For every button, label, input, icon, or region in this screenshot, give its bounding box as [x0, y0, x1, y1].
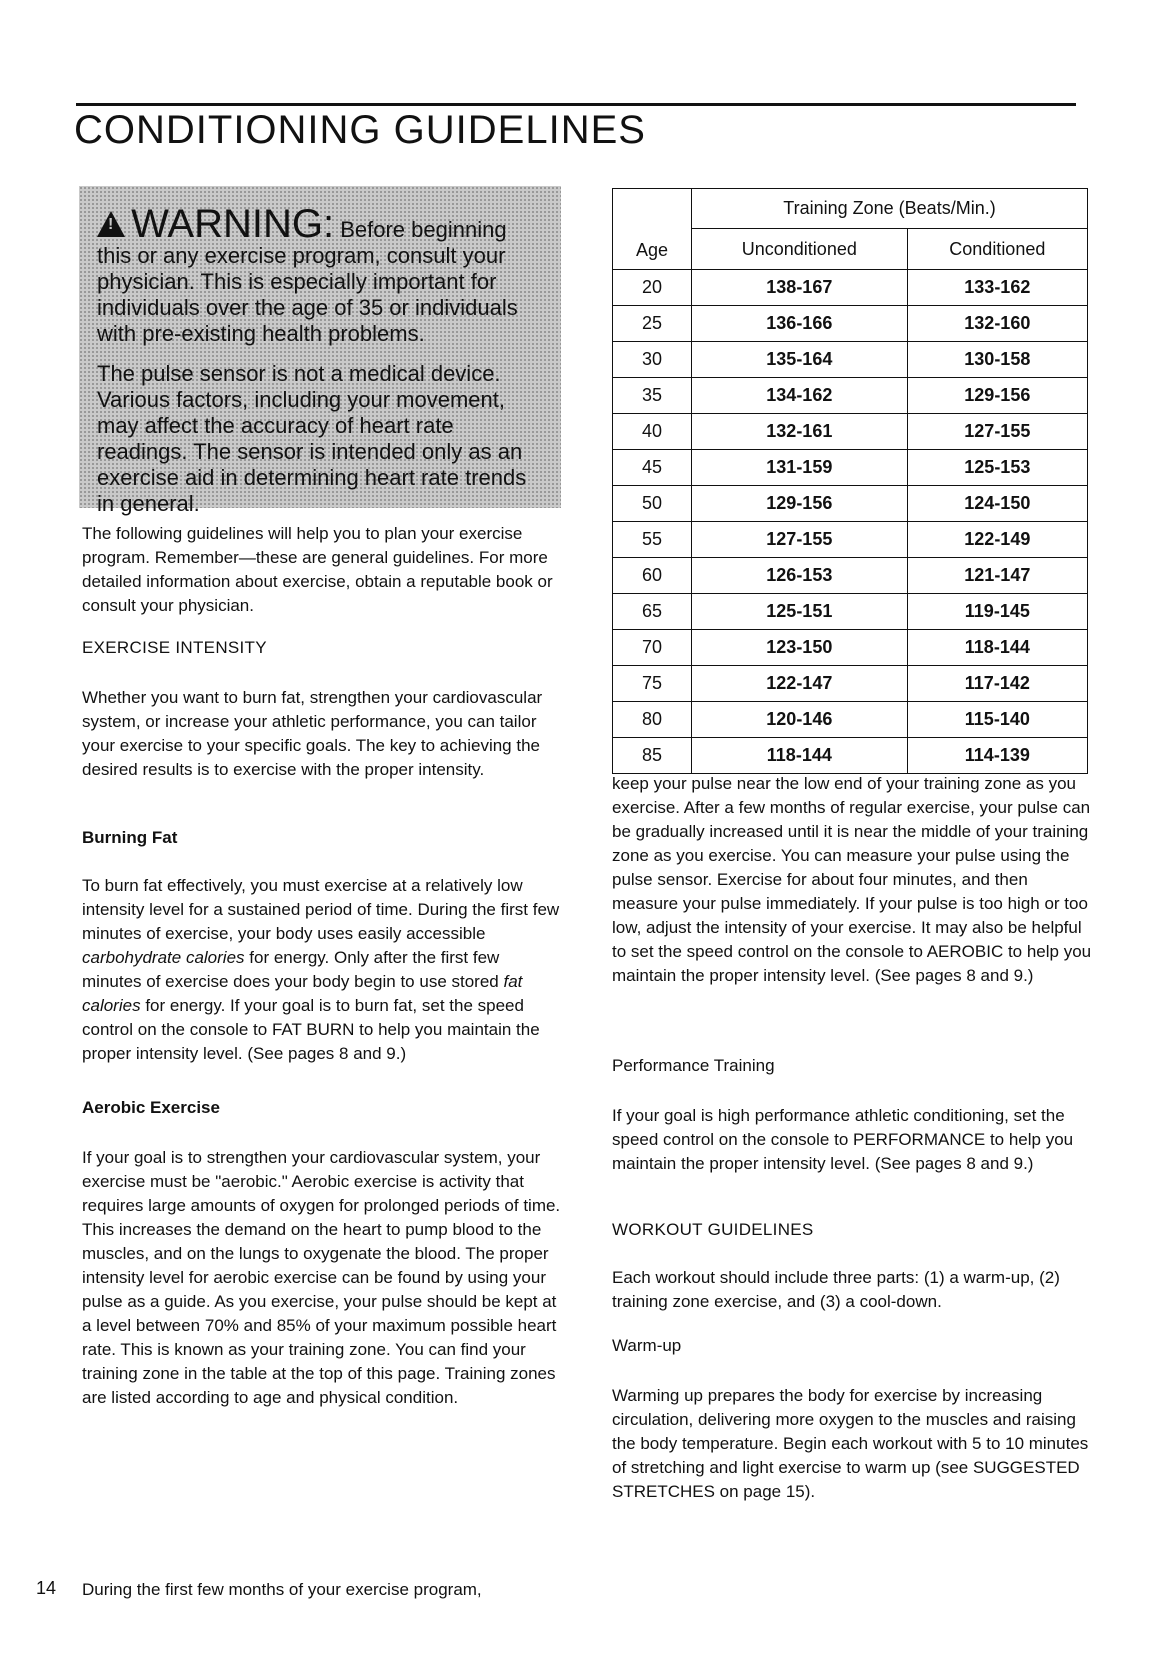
- warning-paragraph-1: [97, 202, 543, 347]
- cell-age: 55: [613, 522, 692, 558]
- cell-unconditioned: 123-150: [692, 630, 908, 666]
- burning-fat-paragraph: [82, 874, 562, 1066]
- cell-conditioned: 130-158: [907, 342, 1087, 378]
- cell-age: 50: [613, 486, 692, 522]
- warning-text-rest: this or any exercise program, consult your physician. This is especially important for individuals over the age of 35 or individuals with pre-existing health problems.: [97, 243, 518, 346]
- fat-calories-term: fat calories: [82, 972, 523, 1015]
- intro-paragraph: [82, 522, 562, 618]
- warning-triangle-icon: [97, 211, 125, 237]
- cell-conditioned: 119-145: [907, 594, 1087, 630]
- continued-paragraph: [612, 772, 1098, 988]
- continued-text: keep your pulse near the low end of your training zone as you exercise. After a few months of regular exercise, your pulse can be gradually increased until it is near the middle of your training zone as you exercise. You can measure your pulse using the pulse sensor. Exercise for about four minutes, and then measure your pulse immediately. If your pulse is too high or too low, adjust the intensity of your exercise. It may also be helpful to set the speed control on the console to AEROBIC to help you maintain the proper intensity level. (See pages 8 and 9.): [612, 774, 1092, 985]
- cell-conditioned: 114-139: [907, 738, 1087, 774]
- cell-age: 25: [613, 306, 692, 342]
- burning-fat-text-c: for energy. If your goal is to burn fat, set the speed control on the console to FAT BURN to help you maintain the proper intensity level. (See pages 8 and 9.): [82, 996, 540, 1063]
- cell-conditioned: 132-160: [907, 306, 1087, 342]
- carbohydrate-calories-term: carbohydrate calories: [82, 948, 245, 967]
- burning-fat-text: [82, 874, 562, 1066]
- page-title: CONDITIONING GUIDELINES: [74, 108, 646, 152]
- cell-unconditioned: 118-144: [692, 738, 908, 774]
- left-final-line: During the first few months of your exercise program,: [82, 1580, 482, 1599]
- table-row: [613, 306, 1088, 342]
- burning-fat-text-b: for energy. Only after the first few minutes of exercise does your body begin to use stored: [82, 948, 500, 991]
- warning-text-start: Before beginning: [340, 217, 507, 242]
- cell-age: 30: [613, 342, 692, 378]
- cell-conditioned: 129-156: [907, 378, 1087, 414]
- cell-unconditioned: 125-151: [692, 594, 908, 630]
- burning-fat-heading: Burning Fat: [82, 828, 178, 847]
- table-row: [613, 450, 1088, 486]
- warmup-paragraph: [612, 1384, 1098, 1504]
- burning-fat-text-a: To burn fat effectively, you must exercise at a relatively low intensity level for a sustained period of time. During the first few minutes of exercise, your body uses easily accessible: [82, 876, 560, 943]
- cell-age: 45: [613, 450, 692, 486]
- unconditioned-header: Unconditioned: [692, 229, 908, 270]
- page-number: 14: [36, 1578, 57, 1598]
- exercise-intensity-heading: EXERCISE INTENSITY: [82, 638, 267, 657]
- table-row: [613, 702, 1088, 738]
- cell-unconditioned: 131-159: [692, 450, 908, 486]
- exercise-intensity-text: Whether you want to burn fat, strengthen your cardiovascular system, or increase your athletic performance, you can tailor your exercise to your specific goals. The key to achieving the desired results is to exercise with the proper intensity.: [82, 688, 543, 779]
- cell-age: 80: [613, 702, 692, 738]
- performance-paragraph: [612, 1104, 1098, 1176]
- cell-age: 75: [613, 666, 692, 702]
- intro-text: The following guidelines will help you to plan your exercise program. Remember—these are general guidelines. For more detailed information about exercise, obtain a reputable book or consult your physician.: [82, 524, 553, 615]
- cell-conditioned: 117-142: [907, 666, 1087, 702]
- table-row: [613, 522, 1088, 558]
- cell-unconditioned: 127-155: [692, 522, 908, 558]
- cell-conditioned: 127-155: [907, 414, 1087, 450]
- cell-conditioned: 122-149: [907, 522, 1087, 558]
- warning-word: WARNING:: [131, 202, 335, 246]
- cell-age: 20: [613, 270, 692, 306]
- table-row: [613, 486, 1088, 522]
- cell-age: 65: [613, 594, 692, 630]
- table-row: [613, 594, 1088, 630]
- workout-paragraph: [612, 1266, 1098, 1314]
- cell-conditioned: 115-140: [907, 702, 1087, 738]
- table-row: [613, 558, 1088, 594]
- performance-text: If your goal is high performance athletic conditioning, set the speed control on the console to PERFORMANCE to help you maintain the proper intensity level. (See pages 8 and 9.): [612, 1106, 1074, 1173]
- warning-paragraph-2: The pulse sensor is not a medical device. Various factors, including your movement, may affect the accuracy of heart rate readings. The sensor is intended only as an exercise aid in determining heart rate trends in general.: [97, 361, 527, 516]
- conditioned-header: Conditioned: [907, 229, 1087, 270]
- table-row: [613, 630, 1088, 666]
- warmup-text: Warming up prepares the body for exercise by increasing circulation, delivering more oxygen to the muscles and raising the body temperature. Begin each workout with 5 to 10 minutes of stretching and light exercise to warm up (see SUGGESTED STRETCHES on page 15).: [612, 1386, 1089, 1501]
- cell-unconditioned: 126-153: [692, 558, 908, 594]
- aerobic-paragraph: [82, 1146, 562, 1410]
- table-row: [613, 666, 1088, 702]
- cell-unconditioned: 129-156: [692, 486, 908, 522]
- cell-conditioned: 121-147: [907, 558, 1087, 594]
- age-header: Age: [613, 189, 692, 270]
- aerobic-text: If your goal is to strengthen your cardiovascular system, your exercise must be "aerobic." Aerobic exercise is activity that requires large amounts of oxygen for prolonged periods of time. This increases the demand on the heart to pump blood to the muscles, and on the lungs to oxygenate the blood. The proper intensity level for aerobic exercise can be found by using your pulse as a guide. As you exercise, your pulse should be kept at a level between 70% and 85% of your maximum possible heart rate. This is known as your training zone. You can find your training zone in the table at the top of this page. Training zones are listed according to age and physical condition.: [82, 1148, 561, 1407]
- cell-conditioned: 124-150: [907, 486, 1087, 522]
- training-zone-header: Training Zone (Beats/Min.): [692, 189, 1088, 229]
- cell-unconditioned: 136-166: [692, 306, 908, 342]
- warmup-heading: Warm-up: [612, 1336, 682, 1355]
- table-row: [613, 342, 1088, 378]
- aerobic-heading: Aerobic Exercise: [82, 1098, 220, 1117]
- cell-age: 60: [613, 558, 692, 594]
- cell-age: 40: [613, 414, 692, 450]
- cell-age: 70: [613, 630, 692, 666]
- top-rule: [76, 103, 1076, 106]
- table-row: [613, 738, 1088, 774]
- workout-text: Each workout should include three parts: (1) a warm-up, (2) training zone exercise, and (3) a cool-down.: [612, 1268, 1060, 1311]
- table-row: [613, 378, 1088, 414]
- table-row: [613, 414, 1088, 450]
- table-row: [613, 270, 1088, 306]
- cell-unconditioned: 134-162: [692, 378, 908, 414]
- performance-heading: Performance Training: [612, 1056, 775, 1075]
- cell-unconditioned: 122-147: [692, 666, 908, 702]
- cell-unconditioned: 120-146: [692, 702, 908, 738]
- cell-unconditioned: 138-167: [692, 270, 908, 306]
- workout-guidelines-heading: WORKOUT GUIDELINES: [612, 1220, 814, 1239]
- cell-conditioned: 118-144: [907, 630, 1087, 666]
- cell-conditioned: 125-153: [907, 450, 1087, 486]
- cell-unconditioned: 132-161: [692, 414, 908, 450]
- cell-unconditioned: 135-164: [692, 342, 908, 378]
- warning-box: [79, 186, 561, 516]
- training-zone-table: [612, 188, 1088, 774]
- exercise-intensity-paragraph: [82, 686, 562, 782]
- cell-age: 35: [613, 378, 692, 414]
- cell-age: 85: [613, 738, 692, 774]
- cell-conditioned: 133-162: [907, 270, 1087, 306]
